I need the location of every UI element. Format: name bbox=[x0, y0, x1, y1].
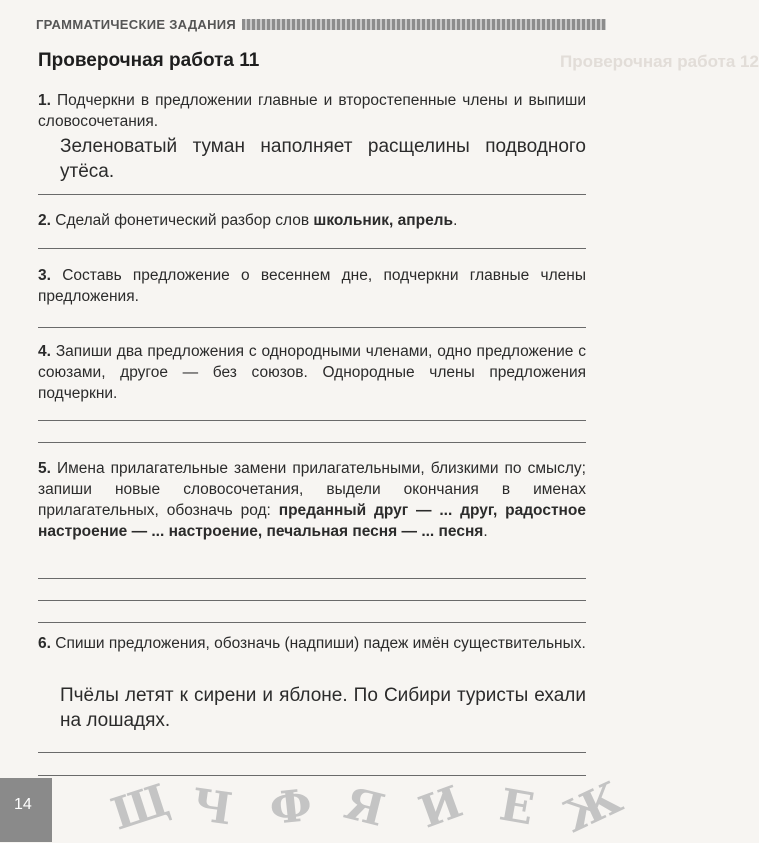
task-number: 6. bbox=[38, 635, 51, 652]
answer-line[interactable] bbox=[38, 752, 586, 753]
task-4 bbox=[38, 341, 586, 404]
answer-line[interactable] bbox=[38, 194, 586, 195]
task-text: Составь предложение о весеннем дне, подчеркни главные члены предложения. bbox=[38, 267, 586, 305]
task-text-tail: . bbox=[453, 212, 458, 229]
answer-line[interactable] bbox=[38, 600, 586, 601]
page-header bbox=[36, 14, 606, 34]
answer-line[interactable] bbox=[38, 327, 586, 328]
decor-letter: Ж bbox=[555, 772, 630, 843]
answer-line[interactable] bbox=[38, 420, 586, 421]
task-text: Запиши два предложения с однородными членами, одно предложение с союзами, другое — без союзов. Однородные члены предложения подчеркни. bbox=[38, 343, 587, 402]
task-text: Спиши предложения, обозначь (надпиши) падеж имён существительных. bbox=[55, 635, 586, 652]
task-bold-words: преданный друг — ... друг, радостное настроение — ... настроение, печальная песня — ... песня bbox=[38, 502, 586, 540]
decor-letter: Ф bbox=[267, 779, 315, 836]
decor-letter: И bbox=[412, 776, 470, 839]
task-number: 4. bbox=[38, 343, 51, 360]
task-6 bbox=[38, 633, 586, 654]
task-2 bbox=[38, 210, 586, 231]
answer-line[interactable] bbox=[38, 442, 586, 443]
task-1 bbox=[38, 90, 586, 132]
decor-letter: Щ bbox=[105, 774, 176, 841]
header-stripe-bar bbox=[242, 19, 606, 30]
task-1-sample-sentence: Зеленоватый туман наполняет расщелины подводного утёса. bbox=[60, 136, 586, 182]
task-6-sample-sentences: Пчёлы летят к сирени и яблоне. По Сибири туристы ехали на лошадях. bbox=[60, 685, 586, 731]
decor-letter: Ч bbox=[188, 779, 236, 836]
decor-letter: Я bbox=[339, 778, 390, 837]
bleed-through-text: Проверочная работа 12 bbox=[560, 52, 759, 71]
task-text: Подчеркни в предложении главные и второстепенные члены и выпиши словосочетания. bbox=[38, 92, 586, 130]
task-text: Сделай фонетический разбор слов bbox=[55, 212, 314, 229]
decor-letter: Е bbox=[495, 779, 538, 836]
answer-line[interactable] bbox=[38, 248, 586, 249]
answer-line[interactable] bbox=[38, 775, 586, 776]
answer-line[interactable] bbox=[38, 578, 586, 579]
page-number: 14 bbox=[14, 796, 32, 813]
task-number: 3. bbox=[38, 267, 51, 284]
task-bold-words: школьник, апрель bbox=[313, 212, 454, 229]
section-title: ГРАММАТИЧЕСКИЕ ЗАДАНИЯ bbox=[36, 16, 237, 32]
task-number: 5. bbox=[38, 460, 51, 477]
task-3 bbox=[38, 265, 586, 307]
answer-line[interactable] bbox=[38, 622, 586, 623]
task-number: 1. bbox=[38, 92, 51, 109]
task-number: 2. bbox=[38, 212, 51, 229]
page-title: Проверочная работа 11 bbox=[38, 50, 260, 71]
task-text: Имена прилагательные замени прилагательными, близкими по смыслу; запиши новые словосочетания, выдели окончания в именах прилагательных, обозначь род: bbox=[38, 460, 586, 519]
task-5 bbox=[38, 458, 586, 542]
task-text-tail: . bbox=[483, 523, 488, 540]
